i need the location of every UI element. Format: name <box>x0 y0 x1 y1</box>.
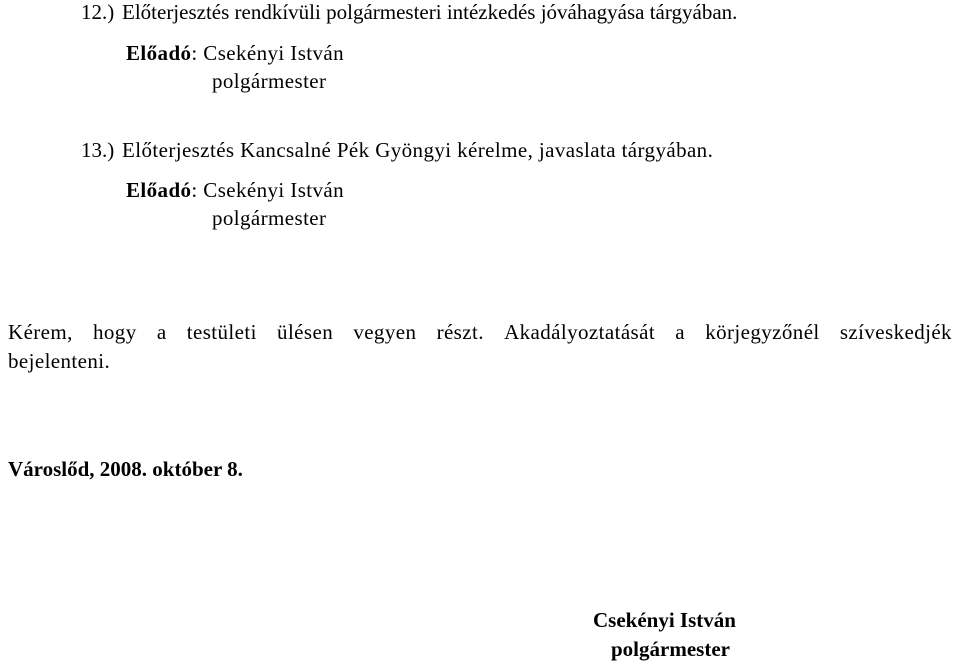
signature-name: Csekényi István <box>593 608 736 632</box>
request-word: a <box>156 320 167 344</box>
request-word: részt. <box>436 320 484 344</box>
request-line-1 <box>8 322 952 343</box>
presenter-name: : Csekényi István <box>191 178 345 202</box>
request-word: hogy <box>93 320 137 344</box>
request-word: vegyen <box>353 320 417 344</box>
request-word: ülésen <box>277 320 334 344</box>
request-line-2: bejelenteni. <box>8 349 111 373</box>
presenter-label: Előadó <box>126 41 192 65</box>
item-12-title: Előterjesztés rendkívüli polgármesteri intézkedés jóváhagyása tárgyában. <box>122 0 738 24</box>
item-12-presenter-role: polgármester <box>212 69 327 93</box>
request-word: Akadályoztatását <box>504 320 656 344</box>
item-13-title: Előterjesztés Kancsalné Pék Gyöngyi kérelme, javaslata tárgyában. <box>122 138 714 162</box>
item-12-number: 12.) <box>81 0 115 24</box>
request-word: szíveskedjék <box>839 320 952 344</box>
item-13-number: 13.) <box>81 138 115 162</box>
signature-role: polgármester <box>611 637 730 661</box>
item-13-presenter <box>126 180 344 201</box>
request-word: testületi <box>186 320 257 344</box>
presenter-label: Előadó <box>126 178 192 202</box>
item-12-presenter <box>126 43 344 64</box>
request-word: a <box>675 320 686 344</box>
item-13-presenter-role: polgármester <box>212 206 327 230</box>
place-date: Városlőd, 2008. október 8. <box>8 457 243 481</box>
request-word: Kérem, <box>8 320 73 344</box>
presenter-name: : Csekényi István <box>191 41 345 65</box>
request-word: körjegyzőnél <box>705 320 820 344</box>
